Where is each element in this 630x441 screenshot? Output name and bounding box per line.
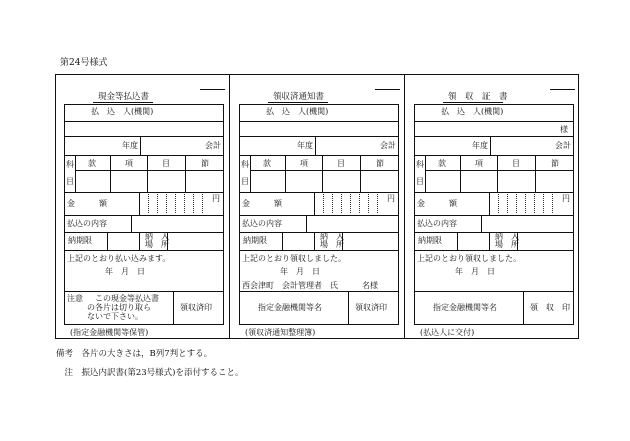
kan-label: 款 [88, 159, 96, 168]
bank-name-label: 指定金融機関等名 [258, 303, 322, 312]
content-label: 払込の内容 [242, 219, 282, 228]
row-line [239, 250, 399, 251]
col-line [139, 232, 140, 250]
amount-digit-divider [341, 194, 342, 213]
row-line [64, 250, 224, 251]
place-label-bottom: 場 所 [320, 240, 344, 249]
date-text: 年 月 日 [455, 267, 495, 276]
setsu-label: 節 [201, 159, 209, 168]
deadline-label: 納期限 [418, 236, 442, 245]
col-line [131, 215, 132, 232]
row-line [64, 232, 224, 233]
kamoku-label-top: 科 [416, 160, 424, 169]
payer-label: 払 込 人(機関) [266, 107, 329, 116]
col-line [315, 136, 316, 155]
col-line [460, 155, 461, 192]
content-label: 払込の内容 [417, 219, 457, 228]
col-line [306, 215, 307, 232]
panel-footer: (指定金融機関等保管) [70, 328, 149, 337]
amount-digit-divider [552, 194, 553, 213]
row-line [64, 121, 224, 122]
amount-digit-divider [175, 194, 176, 213]
amount-digit-divider [166, 194, 167, 213]
amount-digit-boxes [314, 192, 384, 215]
form-panel [55, 74, 230, 339]
setsu-label: 節 [551, 159, 559, 168]
serial-no-line [375, 89, 400, 90]
moku-label: 目 [162, 159, 170, 168]
col-line [147, 155, 148, 192]
panel-title: 領 収 証 書 [448, 92, 508, 102]
col-line [490, 136, 491, 155]
col-line [75, 155, 76, 192]
col-line [140, 136, 141, 155]
yen-label: 円 [562, 194, 570, 203]
fiscal-year-label: 年度 [297, 141, 313, 150]
col-line [457, 232, 458, 250]
remark-note: 注 振込内訳書(第23号様式)を添付すること。 [56, 368, 244, 378]
statement-text: 上記のとおり払い込みます。 [67, 254, 171, 263]
row-line [64, 155, 224, 156]
amount-digit-divider [184, 194, 185, 213]
col-line [425, 155, 426, 192]
stamp-label: 領 収 印 [530, 303, 570, 312]
kan-label: 款 [438, 159, 446, 168]
row-line [64, 291, 224, 292]
stamp-label: 領収済印 [180, 303, 212, 312]
amount-digit-divider [507, 194, 508, 213]
note-line: ないで下さい。 [87, 312, 143, 321]
col-line [523, 291, 524, 325]
panel-title: 領収済通知書 [273, 92, 325, 102]
col-line [348, 291, 349, 325]
panel-footer: (領収済通知整理簿) [245, 328, 316, 337]
row-line [64, 215, 224, 216]
row-line [414, 215, 574, 216]
kou-label: 項 [300, 159, 308, 168]
yen-label: 円 [387, 194, 395, 203]
account-label: 会計 [555, 141, 571, 150]
serial-no-line [550, 89, 575, 90]
col-line [110, 155, 111, 192]
amount-digit-divider [534, 194, 535, 213]
row-line [425, 170, 574, 171]
fiscal-year-label: 年度 [472, 141, 488, 150]
amount-digit-divider [498, 194, 499, 213]
serial-no-line [200, 89, 225, 90]
fiscal-year-label: 年度 [122, 141, 138, 150]
row-line [239, 155, 399, 156]
content-label: 払込の内容 [67, 219, 107, 228]
stamp-label: 領収済印 [355, 303, 387, 312]
yen-label: 円 [212, 194, 220, 203]
kamoku-label-bottom: 目 [416, 177, 424, 186]
official-text: 西会津町 会計管理者 氏 名様 [242, 281, 378, 290]
title-underline [93, 102, 153, 103]
row-line [250, 170, 399, 171]
col-line [489, 232, 490, 250]
amount-digit-divider [350, 194, 351, 213]
form-number: 第24号様式 [60, 58, 108, 68]
statement-text: 上記のとおり領収しました。 [417, 254, 521, 263]
kamoku-label-bottom: 目 [66, 177, 74, 186]
amount-digit-divider [157, 194, 158, 213]
place-label-bottom: 場 所 [495, 240, 519, 249]
col-line [360, 155, 361, 192]
payer-honorific: 様 [560, 125, 568, 134]
row-line [239, 136, 399, 137]
row-line [414, 250, 574, 251]
moku-label: 目 [337, 159, 345, 168]
form-panel [405, 74, 580, 339]
amount-digit-boxes [489, 192, 559, 215]
kamoku-label-top: 科 [66, 160, 74, 169]
amount-digit-boxes [139, 192, 209, 215]
title-underline [268, 102, 328, 103]
col-line [497, 155, 498, 192]
row-line [414, 232, 574, 233]
amount-digit-divider [202, 194, 203, 213]
amount-label: 金 額 [242, 199, 282, 208]
place-label-bottom: 場 所 [145, 240, 169, 249]
amount-digit-divider [516, 194, 517, 213]
deadline-label: 納期限 [68, 236, 92, 245]
col-line [250, 155, 251, 192]
payer-label: 払 込 人(機関) [91, 107, 154, 116]
title-underline [443, 102, 503, 103]
form-panel [230, 74, 405, 339]
amount-digit-divider [359, 194, 360, 213]
col-line [314, 232, 315, 250]
amount-digit-divider [368, 194, 369, 213]
col-line [535, 155, 536, 192]
date-text: 年 月 日 [280, 267, 320, 276]
note-line: の各片は切り取ら [87, 303, 151, 312]
kamoku-label-top: 科 [241, 160, 249, 169]
amount-label: 金 額 [67, 199, 107, 208]
row-line [414, 291, 574, 292]
amount-digit-divider [543, 194, 544, 213]
account-label: 会計 [205, 141, 221, 150]
col-line [285, 155, 286, 192]
setsu-label: 節 [376, 159, 384, 168]
date-text: 年 月 日 [105, 267, 145, 276]
col-line [322, 155, 323, 192]
amount-digit-divider [377, 194, 378, 213]
panel-title: 現金等払込書 [98, 92, 150, 102]
moku-label: 目 [512, 159, 520, 168]
place-label-top: 納 入 [320, 232, 344, 241]
row-line [414, 155, 574, 156]
col-line [481, 215, 482, 232]
remark-size: 備考 各片の大きさは，B列7判とする。 [56, 349, 213, 359]
col-line [282, 232, 283, 250]
row-line [239, 291, 399, 292]
amount-label: 金 額 [417, 199, 457, 208]
account-label: 会計 [380, 141, 396, 150]
amount-digit-divider [148, 194, 149, 213]
payer-label: 払 込 人(機関) [441, 107, 504, 116]
deadline-label: 納期限 [243, 236, 267, 245]
row-line [239, 215, 399, 216]
row-line [414, 136, 574, 137]
amount-digit-divider [323, 194, 324, 213]
col-line [173, 291, 174, 325]
row-line [239, 232, 399, 233]
note-line: この現金等払込書 [95, 294, 159, 303]
kamoku-label-bottom: 目 [241, 177, 249, 186]
kan-label: 款 [263, 159, 271, 168]
place-label-top: 納 入 [145, 232, 169, 241]
col-line [185, 155, 186, 192]
note-label: 注意 [67, 294, 83, 303]
amount-digit-divider [193, 194, 194, 213]
kou-label: 項 [475, 159, 483, 168]
row-line [414, 121, 574, 122]
kou-label: 項 [125, 159, 133, 168]
row-line [75, 170, 224, 171]
bank-name-label: 指定金融機関等名 [433, 303, 497, 312]
place-label-top: 納 入 [495, 232, 519, 241]
panel-footer: (払込人に交付) [420, 328, 475, 337]
amount-digit-divider [525, 194, 526, 213]
col-line [107, 232, 108, 250]
amount-digit-divider [332, 194, 333, 213]
row-line [64, 136, 224, 137]
row-line [239, 121, 399, 122]
statement-text: 上記のとおり領収しました。 [242, 254, 346, 263]
